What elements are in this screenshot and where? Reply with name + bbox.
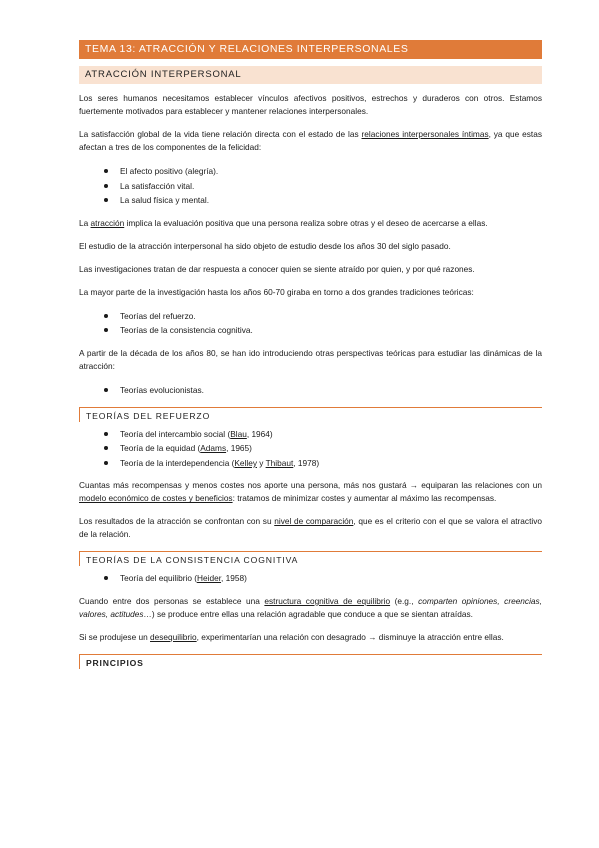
list-item: Teorías de la consistencia cognitiva. <box>79 323 542 338</box>
document-title: TEMA 13: ATRACCIÓN Y RELACIONES INTERPERSONALES <box>79 40 542 59</box>
text-run: Teoría del equilibrio ( <box>120 573 198 584</box>
list-item: El afecto positivo (alegría). <box>79 164 542 179</box>
list-item <box>79 456 542 471</box>
text-run: La <box>79 217 91 228</box>
list-item <box>79 571 542 586</box>
text-run: , 1965) <box>226 443 252 454</box>
text-run: y <box>257 457 266 468</box>
text-run: , 1964) <box>246 428 273 439</box>
bullet-list <box>79 427 542 471</box>
list-item: Teorías del refuerzo. <box>79 309 542 324</box>
paragraph <box>79 479 542 505</box>
underlined-term: relaciones interpersonales íntimas <box>361 129 489 139</box>
author-name: Heider <box>197 573 222 584</box>
paragraph <box>79 515 542 541</box>
list-item <box>79 441 542 456</box>
bullet-list <box>79 164 542 208</box>
italic-text: comparten opiniones, creencias, valores, actitudes… <box>79 595 542 619</box>
list-item: La salud física y mental. <box>79 193 542 208</box>
text-run: (e.g., <box>390 595 419 606</box>
underlined-term: atracción <box>90 217 125 228</box>
paragraph: La mayor parte de la investigación hasta los años 60-70 giraba en torno a dos grandes tradiciones teóricas: <box>79 286 474 297</box>
section-heading-refuerzo: TEORÍAS DEL REFUERZO <box>79 407 542 422</box>
underlined-term: nivel de comparación <box>274 516 354 527</box>
author-name: Adams <box>200 443 227 454</box>
text-run: ) se produce entre ellas una relación agradable que conduce a que se sientan atraídas. <box>151 608 473 619</box>
list-item: Teorías evolucionistas. <box>79 383 542 398</box>
text-run: , ya que estas afectan a tres de los componentes de la felicidad: <box>79 129 542 152</box>
bullet-list <box>79 383 542 398</box>
paragraph <box>79 595 542 621</box>
text-run: , que es el criterio con el que se valora el atractivo de la relación. <box>79 516 542 540</box>
text-run: Cuantas más recompensas y menos costes nos aporte una persona, más nos gustará → equiparan las relaciones con un <box>79 480 542 491</box>
text-run: , 1978) <box>293 457 320 468</box>
paragraph: Las investigaciones tratan de dar respuesta a conocer quien se siente atraído por quien, y por qué razones. <box>79 263 475 274</box>
section-heading-principios: PRINCIPIOS <box>79 654 542 669</box>
text-run: Teoría del intercambio social ( <box>120 428 231 439</box>
text-run: , experimentarían una relación con desagrado → disminuye la atracción entre ellas. <box>196 631 504 642</box>
paragraph <box>79 631 542 644</box>
text-run: : tratamos de minimizar costes y aumentar al máximo las recompensas. <box>232 493 497 504</box>
text-run: Los resultados de la atracción se confrontan con su <box>79 516 275 527</box>
list-item: La satisfacción vital. <box>79 179 542 194</box>
underlined-term: modelo económico de costes y beneficios <box>79 493 233 504</box>
text-run: Cuando entre dos personas se establece una <box>79 595 265 606</box>
text-run: implica la evaluación positiva que una persona realiza sobre otras y el deseo de acercarse a ellas. <box>124 217 488 228</box>
author-name: Kelley <box>234 457 257 468</box>
paragraph: A partir de la década de los años 80, se han ido introduciendo otras perspectivas teóricas para estudiar las dinámicas de la atracción: <box>79 347 542 371</box>
author-name: Thibaut <box>265 457 294 468</box>
author-name: Blau <box>230 428 247 439</box>
underlined-term: estructura cognitiva de equilibrio <box>264 595 391 606</box>
text-run: Si se produjese un <box>79 631 151 642</box>
section-heading-atraccion: ATRACCIÓN INTERPERSONAL <box>79 66 542 84</box>
bullet-list <box>79 571 542 586</box>
text-run: La satisfacción global de la vida tiene relación directa con el estado de las <box>79 129 362 139</box>
text-run: Teoría de la interdependencia ( <box>120 457 235 468</box>
section-heading-consistencia: TEORÍAS DE LA CONSISTENCIA COGNITIVA <box>79 551 542 566</box>
paragraph: El estudio de la atracción interpersonal ha sido objeto de estudio desde los años 30 del siglo pasado. <box>79 240 451 251</box>
text-run: , 1958) <box>221 573 247 584</box>
bullet-list <box>79 309 542 338</box>
list-item <box>79 427 542 442</box>
text-run: Teoría de la equidad ( <box>120 443 201 454</box>
paragraph <box>79 217 542 230</box>
underlined-term: desequilibrio <box>150 631 197 642</box>
paragraph <box>79 128 542 154</box>
paragraph: Los seres humanos necesitamos establecer vínculos afectivos positivos, estrechos y duraderos con otros. Estamos fuertemente motivados para establecer y mantener relaciones interpersonales. <box>79 93 542 116</box>
document-page <box>79 40 542 674</box>
